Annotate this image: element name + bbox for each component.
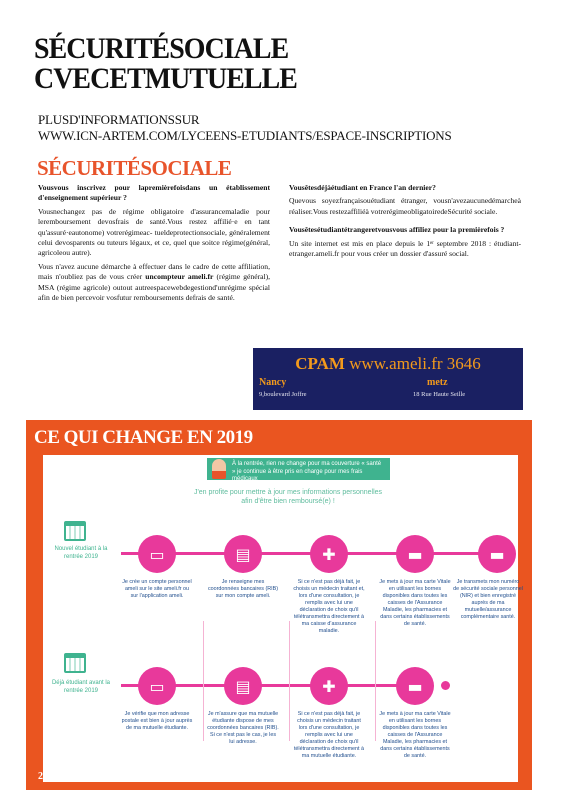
changes-2019-title: CE QUI CHANGE EN 2019	[34, 427, 253, 448]
row1-step-2: Je renseigne mes coordonnées bancaires (RIB) sur mon compte ameli.	[207, 579, 279, 599]
lead-text: J'en profite pour mettre à jour mes informations personnelles afin d'être bien remboursé(e) !	[193, 489, 383, 505]
row1-timeline	[121, 552, 497, 555]
cpam-address-nancy: 9,boulevard Joffre	[259, 391, 307, 398]
left-paragraph-1: Vousnechangez pas de régime obligatoire d'assurancemaladie pour leremboursement devosfrais de santé.Vous restez affilié·e en tant qu'assuré·eautonome) votrerégimeac- tueldeprotectionsociale, généralement celui devosparents ou tuteurs légaux, et ce, quel que soitce régime(général, agricoleou autre).	[38, 206, 270, 258]
ameli-account-link[interactable]: uncompteur ameli.fr	[145, 272, 214, 282]
row2-step-3: Si ce n'est pas déjà fait, je choisis un médecin traitant lors d'une consultation, je remplis avec lui une déclaration de choix qu'il télétransmettra directement à ma mutuelle étudiante.	[293, 711, 365, 759]
cpam-box	[253, 348, 523, 410]
doctor-icon: ✚	[310, 535, 348, 573]
changes-2019-panel	[26, 420, 532, 790]
vitale-card-icon: ▬	[396, 667, 434, 705]
student-person-icon	[212, 459, 226, 479]
row2-step-2: Je m'assure que ma mutuelle étudiante dispose de mes coordonnées bancaires (RIB). Si ce n'est pas le cas, je les lui adresse.	[207, 711, 279, 745]
row1-step-1: Je crée un compte personnel ameli sur le site ameli.fr ou sur l'application ameli.	[122, 579, 192, 599]
cpam-label: CPAM	[295, 354, 345, 373]
row2-step-4: Je mets à jour ma carte Vitale en utilisant les bornes disponibles dans toutes les caisses de l'Assurance Maladie, les pharmacies et dans certains établissements de santé.	[379, 711, 451, 759]
rib-document-icon: ▤	[224, 667, 262, 705]
info-line-1: PLUSD'INFORMATIONSSUR	[38, 112, 200, 127]
left-paragraph-2	[38, 262, 270, 304]
computer-icon: ▭	[138, 535, 176, 573]
info-link-url[interactable]: WWW.ICN-ARTEM.COM/LYCEENS-ETUDIANTS/ESPACE-INSCRIPTIONS	[38, 128, 452, 143]
row2-end-dot	[441, 681, 450, 690]
row1-label: Nouvel étudiant à la rentrée 2019	[54, 546, 108, 560]
left-heading: Vousvous inscrivez pour lapremièrefoisdans un établissement d'enseignement supérieur ?	[38, 183, 270, 203]
row1-step-5: Je transmets mon numéro de sécurité sociale personnel (NIR) et bien enregistré auprès de ma mutuelle/assurance complémentaire santé.	[453, 579, 523, 620]
column-divider	[203, 621, 204, 741]
page-number: 26	[38, 771, 48, 782]
info-banner	[207, 458, 390, 480]
right-heading-1: Vousêtesdéjàétudiant en France l'an dernier?	[289, 183, 436, 192]
left-paragraph-2-end: (régime général), MSA (régime agricole) outout autreespacewebdegestiond'unrégime spécial afin de bien percevoir vosfutur remboursements defrais de santé.	[38, 272, 271, 303]
cpam-phone: 3646	[446, 354, 481, 373]
cpam-heading	[253, 354, 523, 374]
right-heading-2: Vousêtesétudiantétrangeretvousvous affiliez pour la premièrefois ?	[289, 225, 505, 235]
row1-step-3: Si ce n'est pas déjà fait, je choisis un médecin traitant et, lors d'une consultation, je remplis avec lui une déclaration de choix qu'il télétransmettra directement à ma caisse d'assurance maladie.	[293, 579, 365, 634]
row1-step-4: Je mets à jour ma carte Vitale en utilisant les bornes disponibles dans toutes les caisses de l'Assurance Maladie, les pharmacies et dans certains établissements de santé.	[379, 579, 451, 627]
right-paragraph-2: Un site internet est mis en place depuis le 1ᵉʳ septembre 2018 : étudiant-etranger.ameli.fr pour vous créer un dossier d'assuré social.	[289, 238, 521, 259]
computer-icon: ▭	[138, 667, 176, 705]
row2-label: Déjà étudiant avant la rentrée 2019	[51, 680, 111, 694]
right-column	[289, 183, 521, 262]
doctor-icon: ✚	[310, 667, 348, 705]
calendar-icon	[64, 521, 86, 541]
calendar-icon	[64, 653, 86, 673]
section-title: SÉCURITÉSOCIALE	[37, 156, 232, 180]
info-banner-text: À la rentrée, rien ne change pour ma couverture « santé » je continue à être pris en charge pour mes frais médicaux	[232, 461, 382, 482]
cpam-city-metz: metz	[427, 377, 448, 388]
vitale-card-icon: ▬	[396, 535, 434, 573]
left-column	[38, 183, 270, 306]
column-divider	[289, 621, 290, 741]
page-title-line1: SÉCURITÉSOCIALE	[34, 32, 289, 65]
cpam-address-metz: 18 Rue Haute Seille	[413, 391, 466, 398]
mutual-cards-icon: ▬	[478, 535, 516, 573]
column-divider	[375, 621, 376, 741]
left-paragraph-2-start: Vous n'avez aucune démarche à effectuer dans le cadre de cette affiliation, mais n'oubliez pas de vous créer	[38, 261, 270, 282]
right-paragraph-1: Quevous soyezfrançaisouétudiant étranger, vousn'avezaucunedémarcheà réaliser.Vous restezaffiliéà votrerégimeobligatoiredeSécurité sociale.	[289, 196, 521, 216]
infographic	[43, 455, 523, 782]
row2-step-1: Je vérifie que mon adresse postale est bien à jour auprès de ma mutuelle étudiante.	[121, 711, 193, 731]
page-title-line2: CVECETMUTUELLE	[34, 62, 297, 95]
cpam-city-nancy: Nancy	[259, 377, 287, 388]
rib-document-icon: ▤	[224, 535, 262, 573]
cpam-website[interactable]: www.ameli.fr	[349, 354, 443, 373]
